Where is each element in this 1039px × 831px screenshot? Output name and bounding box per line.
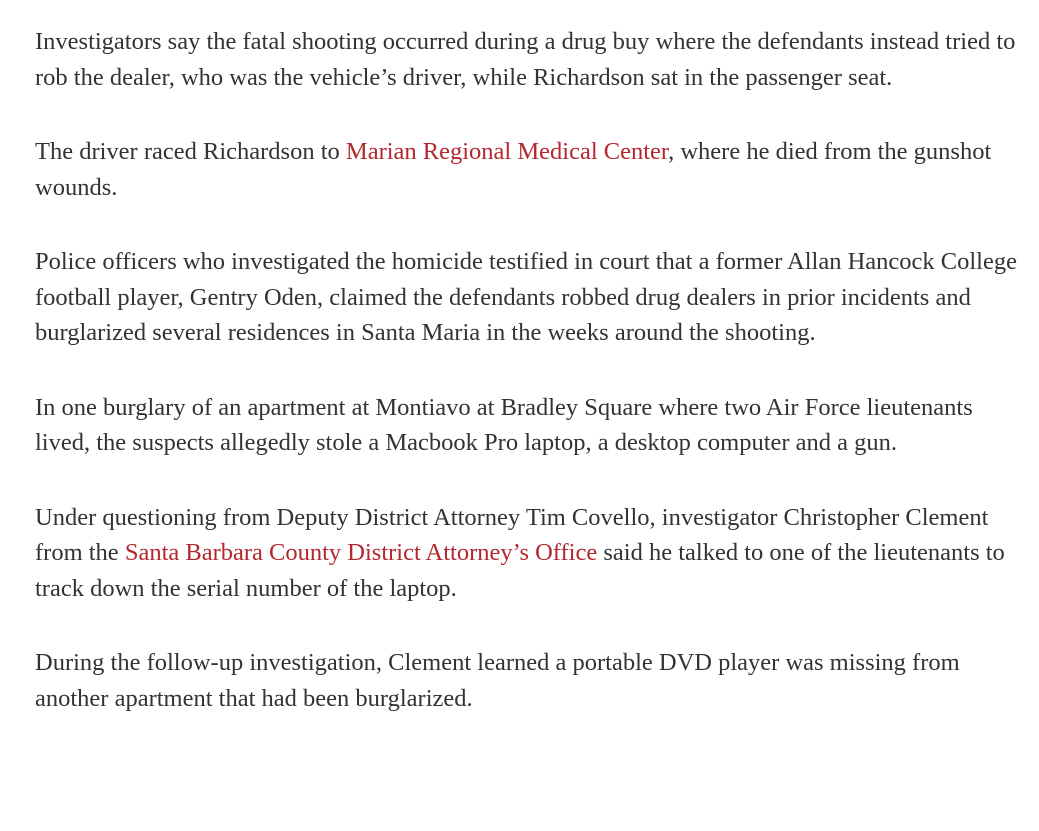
paragraph-follow-up xyxy=(35,645,1025,716)
paragraph-text-before: The driver raced Richardson to xyxy=(35,138,346,165)
paragraph-text: Police officers who investigated the homicide testified in court that a former Allan Hancock College football player, Gentry Oden, claimed the defendants robbed drug dealers in prior incidents and burglarized several residences in Santa Maria in the weeks around the shooting. xyxy=(35,248,1017,346)
link-marian-regional-medical-center[interactable]: Marian Regional Medical Center xyxy=(345,138,669,165)
paragraph-text-before: Under questioning from Deputy District Attorney Tim Covello, investigator Christopher Clement from the xyxy=(35,503,989,566)
article-body xyxy=(35,24,1025,716)
paragraph-testimony xyxy=(35,244,1025,351)
paragraph-questioning xyxy=(35,500,1025,607)
paragraph-shooting xyxy=(35,24,1025,95)
paragraph-text: Investigators say the fatal shooting occurred during a drug buy where the defendants instead tried to rob the dealer, who was the vehicle’s driver, while Richardson sat in the passenger seat. xyxy=(35,28,1016,91)
paragraph-text: During the follow-up investigation, Clement learned a portable DVD player was missing from another apartment that had been burglarized. xyxy=(35,649,960,712)
paragraph-text-after: said he talked to one of the lieutenants to track down the serial number of the laptop. xyxy=(35,539,1005,602)
paragraph-hospital xyxy=(35,134,1025,205)
paragraph-text-after: , where he died from the gunshot wounds. xyxy=(35,138,992,201)
paragraph-burglary xyxy=(35,390,1025,461)
paragraph-text: In one burglary of an apartment at Montiavo at Bradley Square where two Air Force lieutenants lived, the suspects allegedly stole a Macbook Pro laptop, a desktop computer and a gun. xyxy=(35,393,973,456)
link-santa-barbara-da-office[interactable]: Santa Barbara County District Attorney’s Office xyxy=(124,539,598,566)
